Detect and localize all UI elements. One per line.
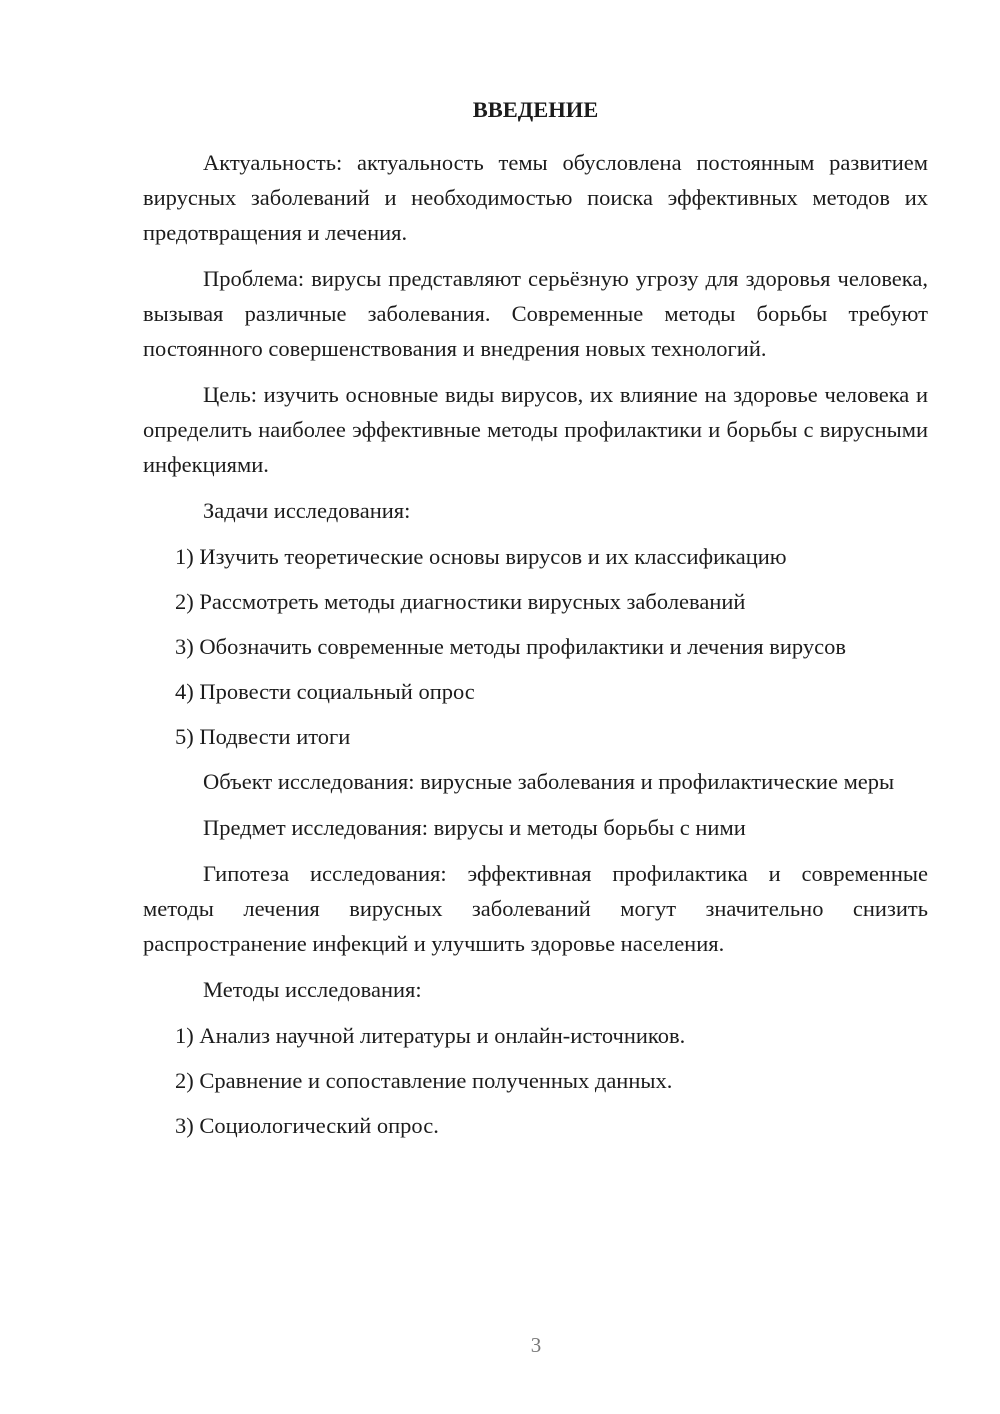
method-item: 2) Сравнение и сопоставление полученных данных. (175, 1068, 673, 1093)
method-item: 3) Социологический опрос. (175, 1113, 439, 1138)
page-title: ВВЕДЕНИЕ (472, 97, 599, 122)
task-item: 4) Провести социальный опрос (175, 679, 475, 704)
tasks-list (143, 539, 928, 754)
relevance-paragraph: Актуальность: актуальность темы обусловлена постоянным развитием вирусных заболеваний и необходимостью поиска эффективных методов их предотвращения и лечения. (143, 150, 928, 245)
task-item: 1) Изучить теоретические основы вирусов и их классификацию (175, 544, 787, 569)
object-paragraph: Объект исследования: вирусные заболевания и профилактические меры (203, 769, 895, 794)
task-item: 3) Обозначить современные методы профилактики и лечения вирусов (175, 634, 846, 659)
goal-paragraph: Цель: изучить основные виды вирусов, их влияние на здоровье человека и определить наиболее эффективные методы профилактики и борьбы с вирусными инфекциями. (143, 382, 928, 477)
subject-paragraph: Предмет исследования: вирусы и методы борьбы с ними (203, 815, 746, 840)
methods-list (143, 1018, 928, 1143)
task-item: 5) Подвести итоги (175, 724, 351, 749)
page-number: 3 (530, 1333, 542, 1357)
methods-heading: Методы исследования: (203, 977, 422, 1002)
method-item: 1) Анализ научной литературы и онлайн-источников. (175, 1023, 686, 1048)
hypothesis-paragraph: Гипотеза исследования: эффективная профилактика и современные методы лечения вирусных заболеваний могут значительно снизить распространение инфекций и улучшить здоровье населения. (143, 861, 928, 956)
problem-paragraph: Проблема: вирусы представляют серьёзную угрозу для здоровья человека, вызывая различные заболевания. Современные методы борьбы требуют постоянного совершенствования и внедрения новых технологий. (143, 266, 928, 361)
document-body (143, 92, 928, 1153)
tasks-heading: Задачи исследования: (203, 498, 411, 523)
task-item: 2) Рассмотреть методы диагностики вирусных заболеваний (175, 589, 746, 614)
